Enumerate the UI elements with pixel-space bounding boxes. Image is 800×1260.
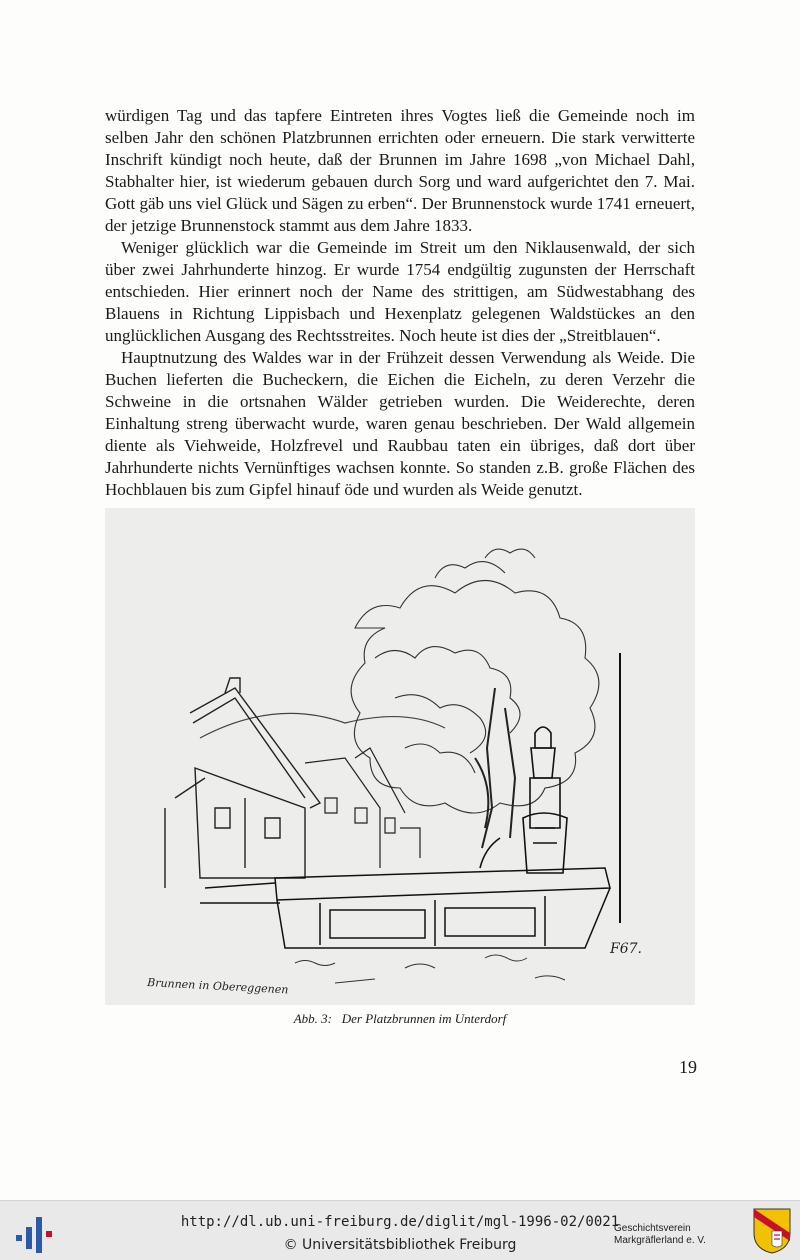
viewer-footer xyxy=(0,1200,800,1260)
permalink-url[interactable]: http://dl.ub.uni-freiburg.de/diglit/mgl-1996-02/0021 xyxy=(180,1214,620,1230)
society-line-2: Markgräflerland e. V. xyxy=(614,1235,706,1246)
sketch-handwritten-title: Brunnen in Obereggenen xyxy=(146,976,289,997)
caption-label: Abb. 3: xyxy=(293,1011,332,1026)
page-number: 19 xyxy=(679,1057,697,1077)
paragraph-1: würdigen Tag und das tapfere Eintreten ihres Vogtes ließ die Gemeinde noch im selben Jahr den schönen Platzbrunnen errichten oder erneuern. Die stark verwitterte Inschrift kündigt noch heute, daß der Brunnen im Jahre 1698 „von Michael Dahl, Stabhalter hier, ist wiederum gebauen durch Sorg und ward aufgerichtet den 7. Mai. Gott gäb uns viel Glück und Sägen zu erben“. Der Brunnenstock wurde 1741 erneuert, der jetzige Brunnenstock stammt aus dem Jahre 1833. xyxy=(105,106,695,235)
body-text xyxy=(105,105,695,501)
fountain-sketch-illustration xyxy=(105,508,695,1005)
caption-text: Der Platzbrunnen im Unterdorf xyxy=(341,1011,507,1026)
sketch-signature: F67. xyxy=(610,941,642,957)
copyright-notice: © Universitätsbibliothek Freiburg xyxy=(283,1237,517,1253)
sketch-drawing xyxy=(105,508,695,1005)
society-name xyxy=(614,1223,749,1247)
ub-freiburg-logo-icon[interactable] xyxy=(14,1213,54,1255)
paragraph-3: Hauptnutzung des Waldes war in der Frühzeit dessen Verwendung als Weide. Die Buchen lieferten die Bucheckern, die Eichen die Eicheln, zu deren Verzehr die Schweine in die ortsnahen Wälder getrieben wurden. Die Weiderechte, deren Einhaltung streng überwacht wurde, waren genau beschrieben. Der Wald allgemein diente als Viehweide, Holzfrevel und Raubbau taten ein übriges, daß dort über Jahrhunderte nichts Vernünftiges wachsen konnte. So standen z.B. große Flächen des Hochblauen bis zum Gipfel hinauf öde und wurden als Weide genutzt. xyxy=(105,348,695,499)
coat-of-arms-icon xyxy=(752,1207,792,1255)
society-line-1: Geschichtsverein xyxy=(614,1223,691,1234)
paragraph-2: Weniger glücklich war die Gemeinde im Streit um den Niklausenwald, der sich über zwei Jahrhunderte hinzog. Er wurde 1754 endgültig zugunsten der Herrschaft entschieden. Hier erinnert noch der Name des strittigen, am Südwestabhang des Blauens in Richtung Lippisbach und Hexenplatz gelegenen Waldstückes an den unglücklichen Ausgang des Rechtsstreites. Noch heute ist dies der „Streitblauen“. xyxy=(105,238,695,345)
figure-caption xyxy=(105,1011,695,1027)
